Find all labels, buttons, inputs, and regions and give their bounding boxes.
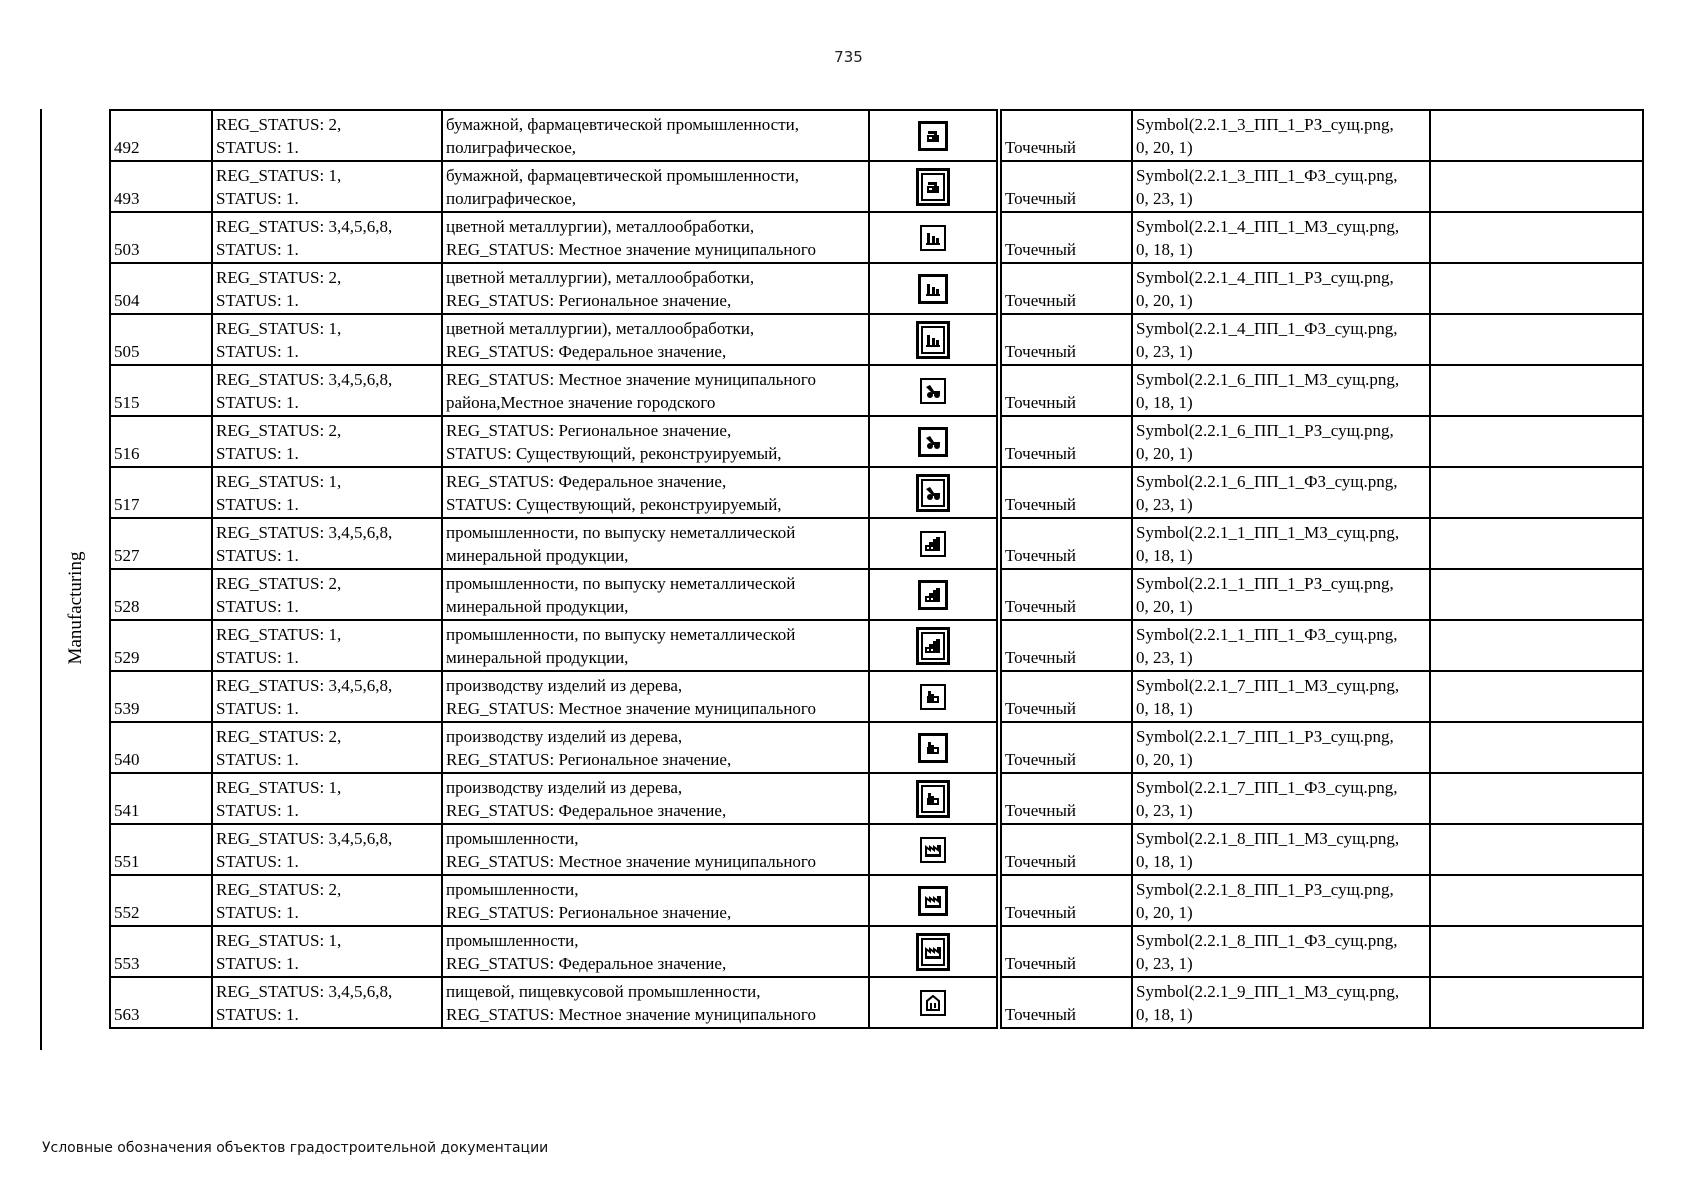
- description-cell: [442, 365, 869, 416]
- status-cell-line-2: STATUS: 1.: [216, 341, 299, 361]
- symbol-cell: [1132, 824, 1430, 875]
- light-industry-icon: [916, 933, 950, 971]
- symbol-cell-line-1: Symbol(2.2.1_8_ПП_1_ФЗ_сущ.png,: [1136, 930, 1398, 950]
- status-cell-line-1: REG_STATUS: 1,: [216, 930, 342, 950]
- geometry-type: Точечный: [1001, 467, 1132, 518]
- description-cell-line-2: полиграфическое,: [446, 188, 577, 208]
- symbol-cell-line-2: 0, 18, 1): [1136, 392, 1193, 412]
- symbol-cell-line-1: Symbol(2.2.1_3_ПП_1_РЗ_сущ.png,: [1136, 114, 1394, 134]
- symbol-cell-line-2: 0, 23, 1): [1136, 494, 1193, 514]
- description-cell-line-2: REG_STATUS: Местное значение муниципального: [446, 239, 816, 259]
- status-cell-line-1: REG_STATUS: 2,: [216, 114, 342, 134]
- description-cell-line-1: бумажной, фармацевтической промышленности,: [446, 114, 799, 134]
- description-cell-line-2: REG_STATUS: Региональное значение,: [446, 290, 732, 310]
- status-cell-line-1: REG_STATUS: 2,: [216, 726, 342, 746]
- geometry-type: Точечный: [1001, 722, 1132, 773]
- description-cell: [442, 569, 869, 620]
- symbol-cell-line-2: 0, 20, 1): [1136, 443, 1193, 463]
- symbol-icon-cell: [869, 977, 997, 1028]
- symbol-cell-line-1: Symbol(2.2.1_1_ПП_1_МЗ_сущ.png,: [1136, 522, 1400, 542]
- description-cell: [442, 518, 869, 569]
- status-cell-line-1: REG_STATUS: 3,4,5,6,8,: [216, 675, 393, 695]
- geometry-type: Точечный: [1001, 824, 1132, 875]
- status-cell: [212, 518, 442, 569]
- table-row: [110, 824, 1643, 875]
- symbol-cell-line-1: Symbol(2.2.1_8_ПП_1_МЗ_сущ.png,: [1136, 828, 1400, 848]
- symbol-cell: [1132, 365, 1430, 416]
- geometry-type: Точечный: [1001, 365, 1132, 416]
- status-cell-line-2: STATUS: 1.: [216, 494, 299, 514]
- empty-cell: [1430, 722, 1643, 773]
- status-cell: [212, 569, 442, 620]
- row-id: 515: [110, 365, 212, 416]
- status-cell: [212, 263, 442, 314]
- status-cell-line-1: REG_STATUS: 1,: [216, 624, 342, 644]
- geometry-type: Точечный: [1001, 875, 1132, 926]
- description-cell-line-1: цветной металлургии), металлообработки,: [446, 216, 755, 236]
- status-cell-line-1: REG_STATUS: 3,4,5,6,8,: [216, 981, 393, 1001]
- symbol-cell-line-1: Symbol(2.2.1_4_ПП_1_РЗ_сущ.png,: [1136, 267, 1394, 287]
- status-cell-line-1: REG_STATUS: 1,: [216, 318, 342, 338]
- symbol-cell: [1132, 977, 1430, 1028]
- symbol-cell-line-2: 0, 20, 1): [1136, 749, 1193, 769]
- geometry-type: Точечный: [1001, 773, 1132, 824]
- status-cell-line-1: REG_STATUS: 2,: [216, 420, 342, 440]
- row-id: 503: [110, 212, 212, 263]
- table-row: [110, 773, 1643, 824]
- status-cell-line-2: STATUS: 1.: [216, 596, 299, 616]
- description-cell: [442, 314, 869, 365]
- light-industry-icon: [918, 886, 948, 916]
- row-id: 552: [110, 875, 212, 926]
- description-cell: [442, 671, 869, 722]
- status-cell-line-1: REG_STATUS: 3,4,5,6,8,: [216, 522, 393, 542]
- wood-industry-icon: [920, 684, 946, 710]
- description-cell-line-1: промышленности,: [446, 879, 579, 899]
- geometry-type: Точечный: [1001, 212, 1132, 263]
- description-cell-line-1: REG_STATUS: Региональное значение,: [446, 420, 732, 440]
- symbol-cell-line-1: Symbol(2.2.1_8_ПП_1_РЗ_сущ.png,: [1136, 879, 1394, 899]
- description-cell-line-1: бумажной, фармацевтической промышленности,: [446, 165, 799, 185]
- description-cell-line-2: REG_STATUS: Федеральное значение,: [446, 953, 727, 973]
- description-cell: [442, 263, 869, 314]
- description-cell: [442, 722, 869, 773]
- status-cell-line-2: STATUS: 1.: [216, 545, 299, 565]
- symbol-cell: [1132, 773, 1430, 824]
- table-row: [110, 518, 1643, 569]
- description-cell-line-1: REG_STATUS: Федеральное значение,: [446, 471, 727, 491]
- description-cell-line-1: производству изделий из дерева,: [446, 726, 683, 746]
- symbol-cell-line-2: 0, 20, 1): [1136, 902, 1193, 922]
- symbol-cell-line-2: 0, 18, 1): [1136, 1004, 1193, 1024]
- geometry-type: Точечный: [1001, 161, 1132, 212]
- status-cell-line-2: STATUS: 1.: [216, 188, 299, 208]
- empty-cell: [1430, 671, 1643, 722]
- description-cell-line-2: минеральной продукции,: [446, 647, 629, 667]
- status-cell: [212, 926, 442, 977]
- status-cell-line-2: STATUS: 1.: [216, 851, 299, 871]
- description-cell: [442, 161, 869, 212]
- symbol-table: [109, 109, 1644, 1029]
- symbol-icon-cell: [869, 365, 997, 416]
- status-cell-line-1: REG_STATUS: 1,: [216, 165, 342, 185]
- table-row: [110, 926, 1643, 977]
- wood-industry-icon: [918, 733, 948, 763]
- row-id: 493: [110, 161, 212, 212]
- description-cell: [442, 620, 869, 671]
- description-cell-line-2: минеральной продукции,: [446, 596, 629, 616]
- symbol-cell-line-1: Symbol(2.2.1_1_ПП_1_РЗ_сущ.png,: [1136, 573, 1394, 593]
- geometry-type: Точечный: [1001, 110, 1132, 161]
- food-industry-icon: [920, 990, 946, 1016]
- symbol-cell: [1132, 263, 1430, 314]
- table-row: [110, 977, 1643, 1028]
- status-cell: [212, 110, 442, 161]
- empty-cell: [1430, 875, 1643, 926]
- empty-cell: [1430, 416, 1643, 467]
- symbol-cell-line-2: 0, 23, 1): [1136, 188, 1193, 208]
- status-cell-line-2: STATUS: 1.: [216, 137, 299, 157]
- status-cell: [212, 977, 442, 1028]
- row-id: 505: [110, 314, 212, 365]
- row-id: 540: [110, 722, 212, 773]
- symbol-cell: [1132, 212, 1430, 263]
- table-row: [110, 620, 1643, 671]
- geometry-type: Точечный: [1001, 518, 1132, 569]
- row-id: 539: [110, 671, 212, 722]
- mineral-industry-icon: [916, 627, 950, 665]
- symbol-cell-line-1: Symbol(2.2.1_6_ПП_1_МЗ_сущ.png,: [1136, 369, 1400, 389]
- status-cell-line-2: STATUS: 1.: [216, 290, 299, 310]
- status-cell-line-2: STATUS: 1.: [216, 647, 299, 667]
- description-cell-line-2: REG_STATUS: Региональное значение,: [446, 749, 732, 769]
- description-cell: [442, 824, 869, 875]
- symbol-cell-line-2: 0, 23, 1): [1136, 953, 1193, 973]
- footer-text: Условные обозначения объектов градостроительной документации: [42, 1140, 549, 1156]
- empty-cell: [1430, 824, 1643, 875]
- row-id: 529: [110, 620, 212, 671]
- description-cell-line-1: пищевой, пищевкусовой промышленности,: [446, 981, 761, 1001]
- empty-cell: [1430, 263, 1643, 314]
- geometry-type: Точечный: [1001, 314, 1132, 365]
- symbol-icon-cell: [869, 161, 997, 212]
- symbol-icon-cell: [869, 722, 997, 773]
- description-cell-line-2: REG_STATUS: Федеральное значение,: [446, 341, 727, 361]
- table-row: [110, 110, 1643, 161]
- symbol-cell-line-1: Symbol(2.2.1_6_ПП_1_РЗ_сущ.png,: [1136, 420, 1394, 440]
- symbol-cell: [1132, 569, 1430, 620]
- table-row: [110, 722, 1643, 773]
- symbol-cell-line-1: Symbol(2.2.1_1_ПП_1_ФЗ_сущ.png,: [1136, 624, 1398, 644]
- symbol-cell-line-2: 0, 18, 1): [1136, 545, 1193, 565]
- description-cell-line-1: цветной металлургии), металлообработки,: [446, 318, 755, 338]
- table-row: [110, 467, 1643, 518]
- symbol-cell-line-1: Symbol(2.2.1_6_ПП_1_ФЗ_сущ.png,: [1136, 471, 1398, 491]
- status-cell: [212, 365, 442, 416]
- row-id: 553: [110, 926, 212, 977]
- symbol-icon-cell: [869, 263, 997, 314]
- machinery-icon: [918, 427, 948, 457]
- mineral-industry-icon: [920, 531, 946, 557]
- empty-cell: [1430, 977, 1643, 1028]
- description-cell-line-2: минеральной продукции,: [446, 545, 629, 565]
- description-cell-line-2: полиграфическое,: [446, 137, 577, 157]
- status-cell: [212, 875, 442, 926]
- status-cell-line-2: STATUS: 1.: [216, 902, 299, 922]
- symbol-cell: [1132, 926, 1430, 977]
- status-cell-line-2: STATUS: 1.: [216, 749, 299, 769]
- description-cell-line-1: промышленности,: [446, 930, 579, 950]
- geometry-type: Точечный: [1001, 569, 1132, 620]
- table-row: [110, 314, 1643, 365]
- machinery-icon: [920, 378, 946, 404]
- status-cell: [212, 722, 442, 773]
- empty-cell: [1430, 620, 1643, 671]
- table-body: [110, 110, 1643, 1028]
- description-cell: [442, 926, 869, 977]
- description-cell-line-1: промышленности, по выпуску неметаллической: [446, 522, 796, 542]
- table-row: [110, 569, 1643, 620]
- symbol-cell: [1132, 620, 1430, 671]
- symbol-icon-cell: [869, 110, 997, 161]
- symbol-cell-line-2: 0, 18, 1): [1136, 239, 1193, 259]
- symbol-cell: [1132, 467, 1430, 518]
- symbol-icon-cell: [869, 467, 997, 518]
- symbol-cell-line-2: 0, 23, 1): [1136, 647, 1193, 667]
- symbol-cell: [1132, 110, 1430, 161]
- status-cell: [212, 620, 442, 671]
- status-cell-line-1: REG_STATUS: 2,: [216, 879, 342, 899]
- status-cell-line-1: REG_STATUS: 2,: [216, 573, 342, 593]
- description-cell-line-1: промышленности,: [446, 828, 579, 848]
- description-cell: [442, 416, 869, 467]
- row-id: 551: [110, 824, 212, 875]
- metallurgy-icon: [918, 274, 948, 304]
- description-cell-line-1: промышленности, по выпуску неметаллической: [446, 573, 796, 593]
- table-row: [110, 671, 1643, 722]
- page-number: 735: [834, 48, 863, 66]
- row-id: 527: [110, 518, 212, 569]
- empty-cell: [1430, 212, 1643, 263]
- description-cell-line-1: производству изделий из дерева,: [446, 675, 683, 695]
- status-cell-line-2: STATUS: 1.: [216, 239, 299, 259]
- symbol-cell-line-2: 0, 20, 1): [1136, 137, 1193, 157]
- description-cell: [442, 110, 869, 161]
- row-id: 541: [110, 773, 212, 824]
- table-row: [110, 416, 1643, 467]
- status-cell-line-1: REG_STATUS: 1,: [216, 471, 342, 491]
- status-cell: [212, 416, 442, 467]
- symbol-cell: [1132, 875, 1430, 926]
- status-cell: [212, 824, 442, 875]
- status-cell: [212, 314, 442, 365]
- description-cell-line-1: цветной металлургии), металлообработки,: [446, 267, 755, 287]
- description-cell: [442, 773, 869, 824]
- symbol-cell: [1132, 671, 1430, 722]
- symbol-icon-cell: [869, 773, 997, 824]
- table-row: [110, 263, 1643, 314]
- description-cell-line-2: STATUS: Существующий, реконструируемый,: [446, 494, 782, 514]
- symbol-cell-line-1: Symbol(2.2.1_4_ПП_1_ФЗ_сущ.png,: [1136, 318, 1398, 338]
- status-cell-line-2: STATUS: 1.: [216, 392, 299, 412]
- symbol-icon-cell: [869, 824, 997, 875]
- status-cell-line-1: REG_STATUS: 1,: [216, 777, 342, 797]
- row-id: 516: [110, 416, 212, 467]
- description-cell-line-2: STATUS: Существующий, реконструируемый,: [446, 443, 782, 463]
- symbol-cell-line-2: 0, 20, 1): [1136, 290, 1193, 310]
- symbol-cell: [1132, 722, 1430, 773]
- status-cell-line-2: STATUS: 1.: [216, 800, 299, 820]
- empty-cell: [1430, 314, 1643, 365]
- description-cell-line-1: производству изделий из дерева,: [446, 777, 683, 797]
- empty-cell: [1430, 161, 1643, 212]
- symbol-cell: [1132, 161, 1430, 212]
- description-cell-line-2: REG_STATUS: Местное значение муниципального: [446, 1004, 816, 1024]
- description-cell: [442, 212, 869, 263]
- symbol-cell-line-1: Symbol(2.2.1_4_ПП_1_МЗ_сущ.png,: [1136, 216, 1400, 236]
- machinery-icon: [916, 474, 950, 512]
- description-cell-line-1: REG_STATUS: Местное значение муниципального: [446, 369, 816, 389]
- symbol-icon-cell: [869, 416, 997, 467]
- symbol-icon-cell: [869, 671, 997, 722]
- symbol-icon-cell: [869, 926, 997, 977]
- status-cell-line-1: REG_STATUS: 2,: [216, 267, 342, 287]
- symbol-cell: [1132, 416, 1430, 467]
- symbol-cell-line-2: 0, 18, 1): [1136, 851, 1193, 871]
- status-cell: [212, 773, 442, 824]
- geometry-type: Точечный: [1001, 620, 1132, 671]
- status-cell: [212, 161, 442, 212]
- symbol-cell: [1132, 518, 1430, 569]
- geometry-type: Точечный: [1001, 263, 1132, 314]
- status-cell-line-2: STATUS: 1.: [216, 443, 299, 463]
- empty-cell: [1430, 926, 1643, 977]
- geometry-type: Точечный: [1001, 416, 1132, 467]
- symbol-cell-line-1: Symbol(2.2.1_7_ПП_1_МЗ_сущ.png,: [1136, 675, 1400, 695]
- symbol-icon-cell: [869, 569, 997, 620]
- geometry-type: Точечный: [1001, 977, 1132, 1028]
- description-cell: [442, 875, 869, 926]
- symbol-icon-cell: [869, 875, 997, 926]
- symbol-icon-cell: [869, 620, 997, 671]
- geometry-type: Точечный: [1001, 671, 1132, 722]
- symbol-icon-cell: [869, 212, 997, 263]
- symbol-cell-line-1: Symbol(2.2.1_7_ПП_1_ФЗ_сущ.png,: [1136, 777, 1398, 797]
- geometry-type: Точечный: [1001, 926, 1132, 977]
- wood-industry-icon: [916, 780, 950, 818]
- description-cell-line-2: REG_STATUS: Местное значение муниципального: [446, 698, 816, 718]
- symbol-cell-line-1: Symbol(2.2.1_7_ПП_1_РЗ_сущ.png,: [1136, 726, 1394, 746]
- empty-cell: [1430, 365, 1643, 416]
- symbol-cell-line-1: Symbol(2.2.1_9_ПП_1_МЗ_сущ.png,: [1136, 981, 1400, 1001]
- empty-cell: [1430, 110, 1643, 161]
- metallurgy-icon: [920, 225, 946, 251]
- table-row: [110, 161, 1643, 212]
- row-id: 492: [110, 110, 212, 161]
- row-id: 504: [110, 263, 212, 314]
- status-cell-line-1: REG_STATUS: 3,4,5,6,8,: [216, 828, 393, 848]
- description-cell-line-2: REG_STATUS: Региональное значение,: [446, 902, 732, 922]
- row-id: 528: [110, 569, 212, 620]
- metallurgy-icon: [916, 321, 950, 359]
- symbol-cell-line-2: 0, 20, 1): [1136, 596, 1193, 616]
- row-id: 517: [110, 467, 212, 518]
- status-cell: [212, 671, 442, 722]
- status-cell: [212, 212, 442, 263]
- table-row: [110, 365, 1643, 416]
- symbol-cell-line-2: 0, 23, 1): [1136, 800, 1193, 820]
- row-id: 563: [110, 977, 212, 1028]
- empty-cell: [1430, 569, 1643, 620]
- description-cell-line-2: района,Местное значение городского: [446, 392, 716, 412]
- symbol-cell: [1132, 314, 1430, 365]
- mineral-industry-icon: [918, 580, 948, 610]
- status-cell: [212, 467, 442, 518]
- table-row: [110, 875, 1643, 926]
- description-cell-line-2: REG_STATUS: Местное значение муниципального: [446, 851, 816, 871]
- status-cell-line-2: STATUS: 1.: [216, 953, 299, 973]
- light-industry-icon: [920, 837, 946, 863]
- paper-industry-icon: [918, 121, 948, 151]
- symbol-icon-cell: [869, 518, 997, 569]
- empty-cell: [1430, 773, 1643, 824]
- side-rule: [40, 109, 42, 1050]
- symbol-cell-line-2: 0, 18, 1): [1136, 698, 1193, 718]
- status-cell-line-2: STATUS: 1.: [216, 698, 299, 718]
- paper-industry-icon: [916, 168, 950, 206]
- empty-cell: [1430, 467, 1643, 518]
- description-cell-line-2: REG_STATUS: Федеральное значение,: [446, 800, 727, 820]
- symbol-cell-line-1: Symbol(2.2.1_3_ПП_1_ФЗ_сущ.png,: [1136, 165, 1398, 185]
- status-cell-line-1: REG_STATUS: 3,4,5,6,8,: [216, 369, 393, 389]
- symbol-icon-cell: [869, 314, 997, 365]
- description-cell: [442, 467, 869, 518]
- symbol-cell-line-2: 0, 23, 1): [1136, 341, 1193, 361]
- description-cell-line-1: промышленности, по выпуску неметаллической: [446, 624, 796, 644]
- status-cell-line-1: REG_STATUS: 3,4,5,6,8,: [216, 216, 393, 236]
- empty-cell: [1430, 518, 1643, 569]
- table-row: [110, 212, 1643, 263]
- description-cell: [442, 977, 869, 1028]
- section-label: Manufacturing: [65, 551, 86, 665]
- status-cell-line-2: STATUS: 1.: [216, 1004, 299, 1024]
